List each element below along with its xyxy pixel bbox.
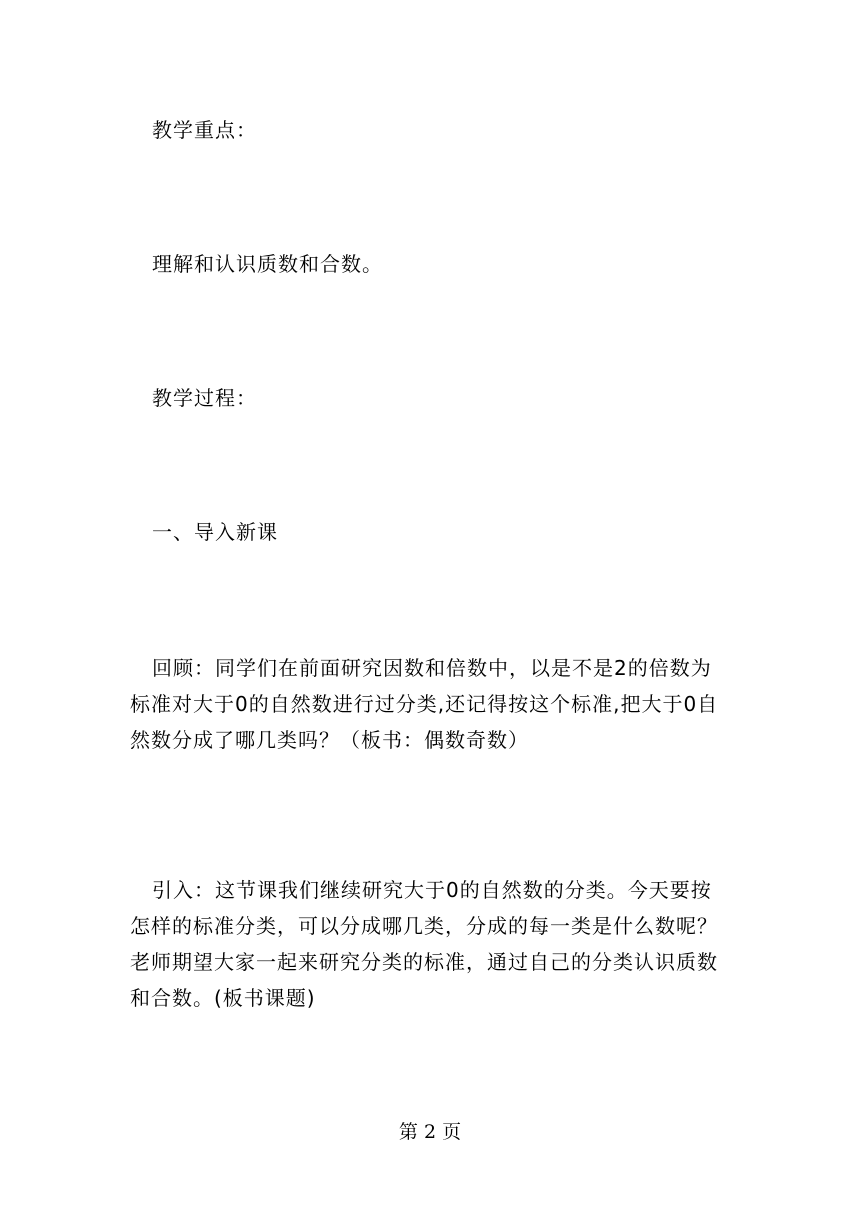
page-number: 第 2 页 (398, 1121, 462, 1143)
process-heading: 教学过程： (152, 386, 257, 410)
review-paragraph: 回顾：同学们在前面研究因数和倍数中，以是不是2的倍数为标准对大于0的自然数进行过分类,还记得按这个标准,把大于0自然数分成了哪几类吗？（板书：偶数奇数） (130, 656, 719, 752)
lead-in-paragraph: 引入：这节课我们继续研究大于0的自然数的分类。今天要按怎样的标准分类，可以分成哪几类，分成的每一类是什么数呢？老师期望大家一起来研究分类的标准，通过自己的分类认识质数和合数。(板书课题) (130, 878, 718, 1010)
key-points-body: 理解和认识质数和合数。 (152, 252, 383, 276)
key-points-heading: 教学重点： (152, 118, 257, 142)
intro-heading: 一、导入新课 (152, 520, 278, 544)
